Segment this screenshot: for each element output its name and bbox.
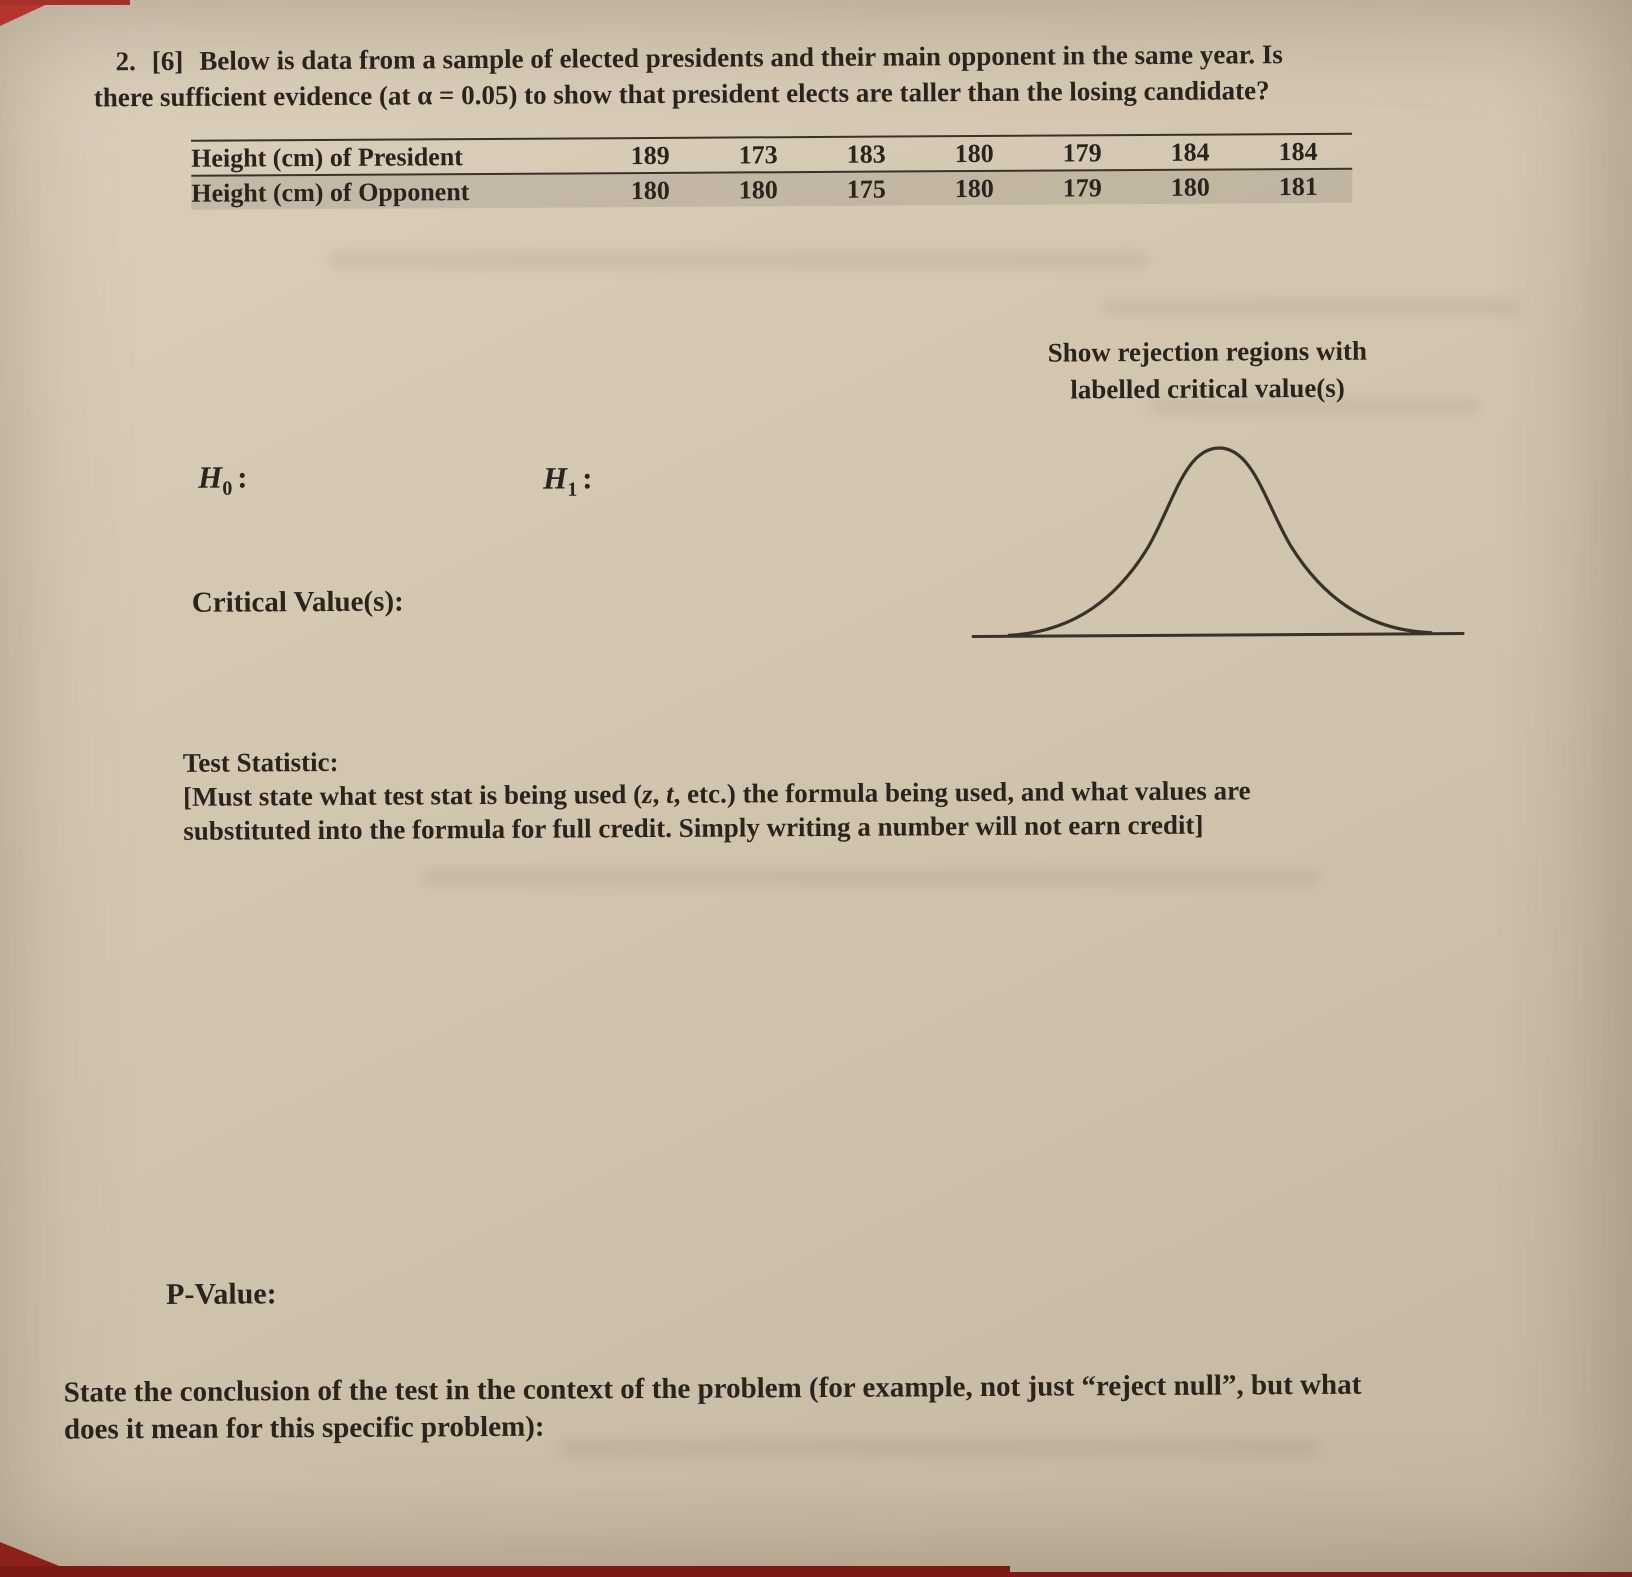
conclusion-line1: State the conclusion of the test in the context of the problem (for example, not just “reject null”, but what <box>63 1368 1362 1409</box>
table-cell: 180 <box>1170 172 1210 202</box>
table-cell: 173 <box>738 139 778 169</box>
table-cell: 184 <box>1278 136 1318 166</box>
row-label-opponent: Height (cm) of Opponent <box>191 176 470 208</box>
table-cell: 179 <box>1062 172 1102 202</box>
h-letter: H <box>197 459 223 495</box>
test-statistic-block <box>183 738 1474 848</box>
conclusion-line2: does it mean for this specific problem): <box>63 1410 545 1446</box>
table-row <box>191 170 1352 210</box>
question-line-1 <box>115 37 1282 78</box>
table-cell: 179 <box>1062 137 1102 167</box>
p-value-label: P-Value: <box>165 1277 277 1311</box>
question-text-line2: there sufficient evidence (at α = 0.05) to show that president elects are taller than the losing candidate? <box>93 75 1270 113</box>
question-line-2 <box>94 73 1270 114</box>
normal-curve-sketch <box>970 422 1469 657</box>
h1-colon: : <box>582 460 593 496</box>
table-cell: 175 <box>846 174 886 204</box>
instr-t: t <box>665 778 674 809</box>
table-cell: 189 <box>630 140 670 170</box>
test-statistic-instructions-line2: substituted into the formula for full credit. Simply writing a number will not earn credit] <box>183 809 1204 846</box>
photo-background-edge <box>0 1566 1010 1572</box>
photo-background-edge <box>0 0 130 5</box>
table-cell: 180 <box>954 173 994 203</box>
rejection-note-line2: labelled critical value(s) <box>1070 372 1345 405</box>
instr-z: z <box>641 778 653 810</box>
question-text-line1: Below is data from a sample of elected presidents and their main opponent in the same year. Is <box>199 39 1283 76</box>
null-hypothesis-label <box>198 459 248 500</box>
rejection-region-note <box>985 332 1429 409</box>
h0-subscript: 0 <box>222 477 233 500</box>
instr-mid: , <box>652 778 667 809</box>
critical-values-label: Critical Value(s): <box>191 585 404 619</box>
table-cell: 181 <box>1278 171 1318 201</box>
h0-colon: : <box>237 459 248 495</box>
table-cell: 180 <box>954 138 994 168</box>
question-number: 2. <box>115 46 136 77</box>
instr-post: , etc.) the formula being used, and what values are <box>673 775 1251 809</box>
bell-curve-drawing <box>970 422 1469 657</box>
h-letter: H <box>543 460 568 496</box>
alt-hypothesis-label <box>543 460 593 501</box>
question-points: [6] <box>151 45 184 77</box>
h1-subscript: 1 <box>567 478 578 501</box>
gaussian-curve <box>1008 447 1431 636</box>
height-data-table <box>191 133 1352 210</box>
test-statistic-label: Test Statistic: <box>182 746 339 778</box>
instr-pre: [Must state what test stat is being used ( <box>182 779 643 812</box>
table-cell: 180 <box>630 175 670 205</box>
row-label-president: Height (cm) of President <box>191 141 463 173</box>
curve-baseline <box>973 634 1463 637</box>
table-cell: 184 <box>1170 137 1210 167</box>
conclusion-prompt <box>64 1366 1539 1449</box>
rejection-note-line1: Show rejection regions with <box>1047 335 1368 368</box>
table-cell: 180 <box>738 174 778 204</box>
table-cell: 183 <box>846 139 886 169</box>
